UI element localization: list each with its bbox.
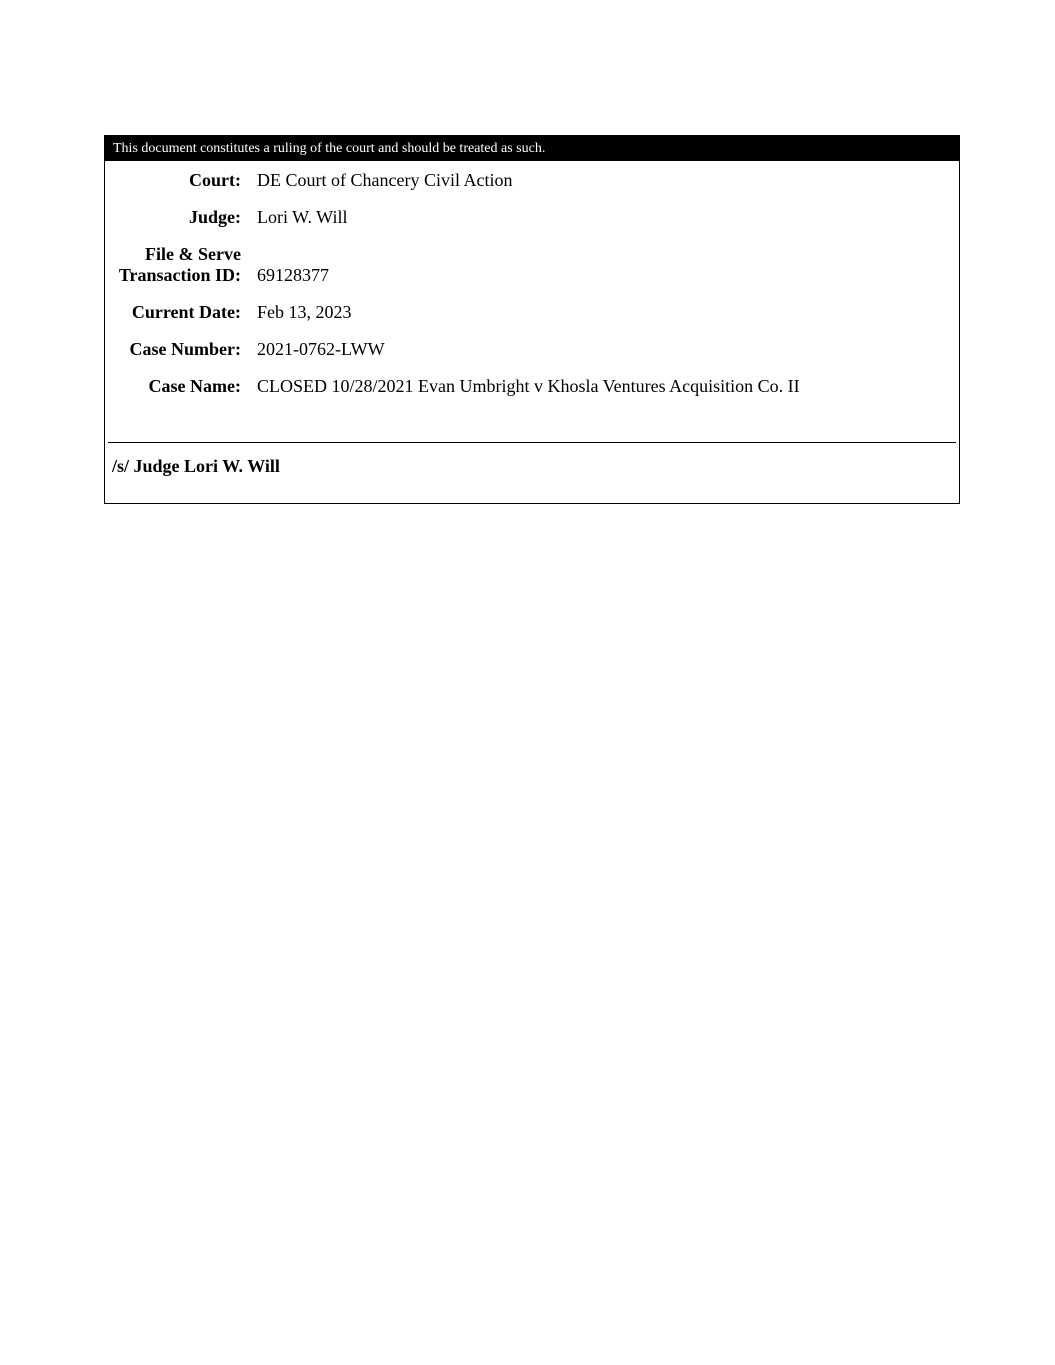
judge-value: Lori W. Will (257, 207, 348, 227)
court-label: Court: (189, 170, 241, 190)
case-name-value: CLOSED 10/28/2021 Evan Umbright v Khosla Ventures Acquisition Co. II (257, 376, 800, 396)
case-name-label: Case Name: (148, 376, 241, 396)
current-date-label: Current Date: (131, 302, 241, 322)
case-number-label: Case Number: (129, 339, 241, 359)
judge-signature: /s/ Judge Lori W. Will (112, 456, 280, 476)
ruling-banner: This document constitutes a ruling of the court and should be treated as such. (105, 136, 959, 161)
transaction-label-line-1: File & Serve (145, 244, 241, 264)
transaction-label-line-2: Transaction ID: (118, 265, 241, 285)
ruling-box (104, 135, 960, 504)
signature-divider (108, 442, 956, 443)
transaction-value: 69128377 (257, 265, 329, 285)
judge-label: Judge: (188, 207, 241, 227)
case-number-value: 2021-0762-LWW (257, 339, 385, 359)
current-date-value: Feb 13, 2023 (257, 302, 352, 322)
court-value: DE Court of Chancery Civil Action (257, 170, 513, 190)
